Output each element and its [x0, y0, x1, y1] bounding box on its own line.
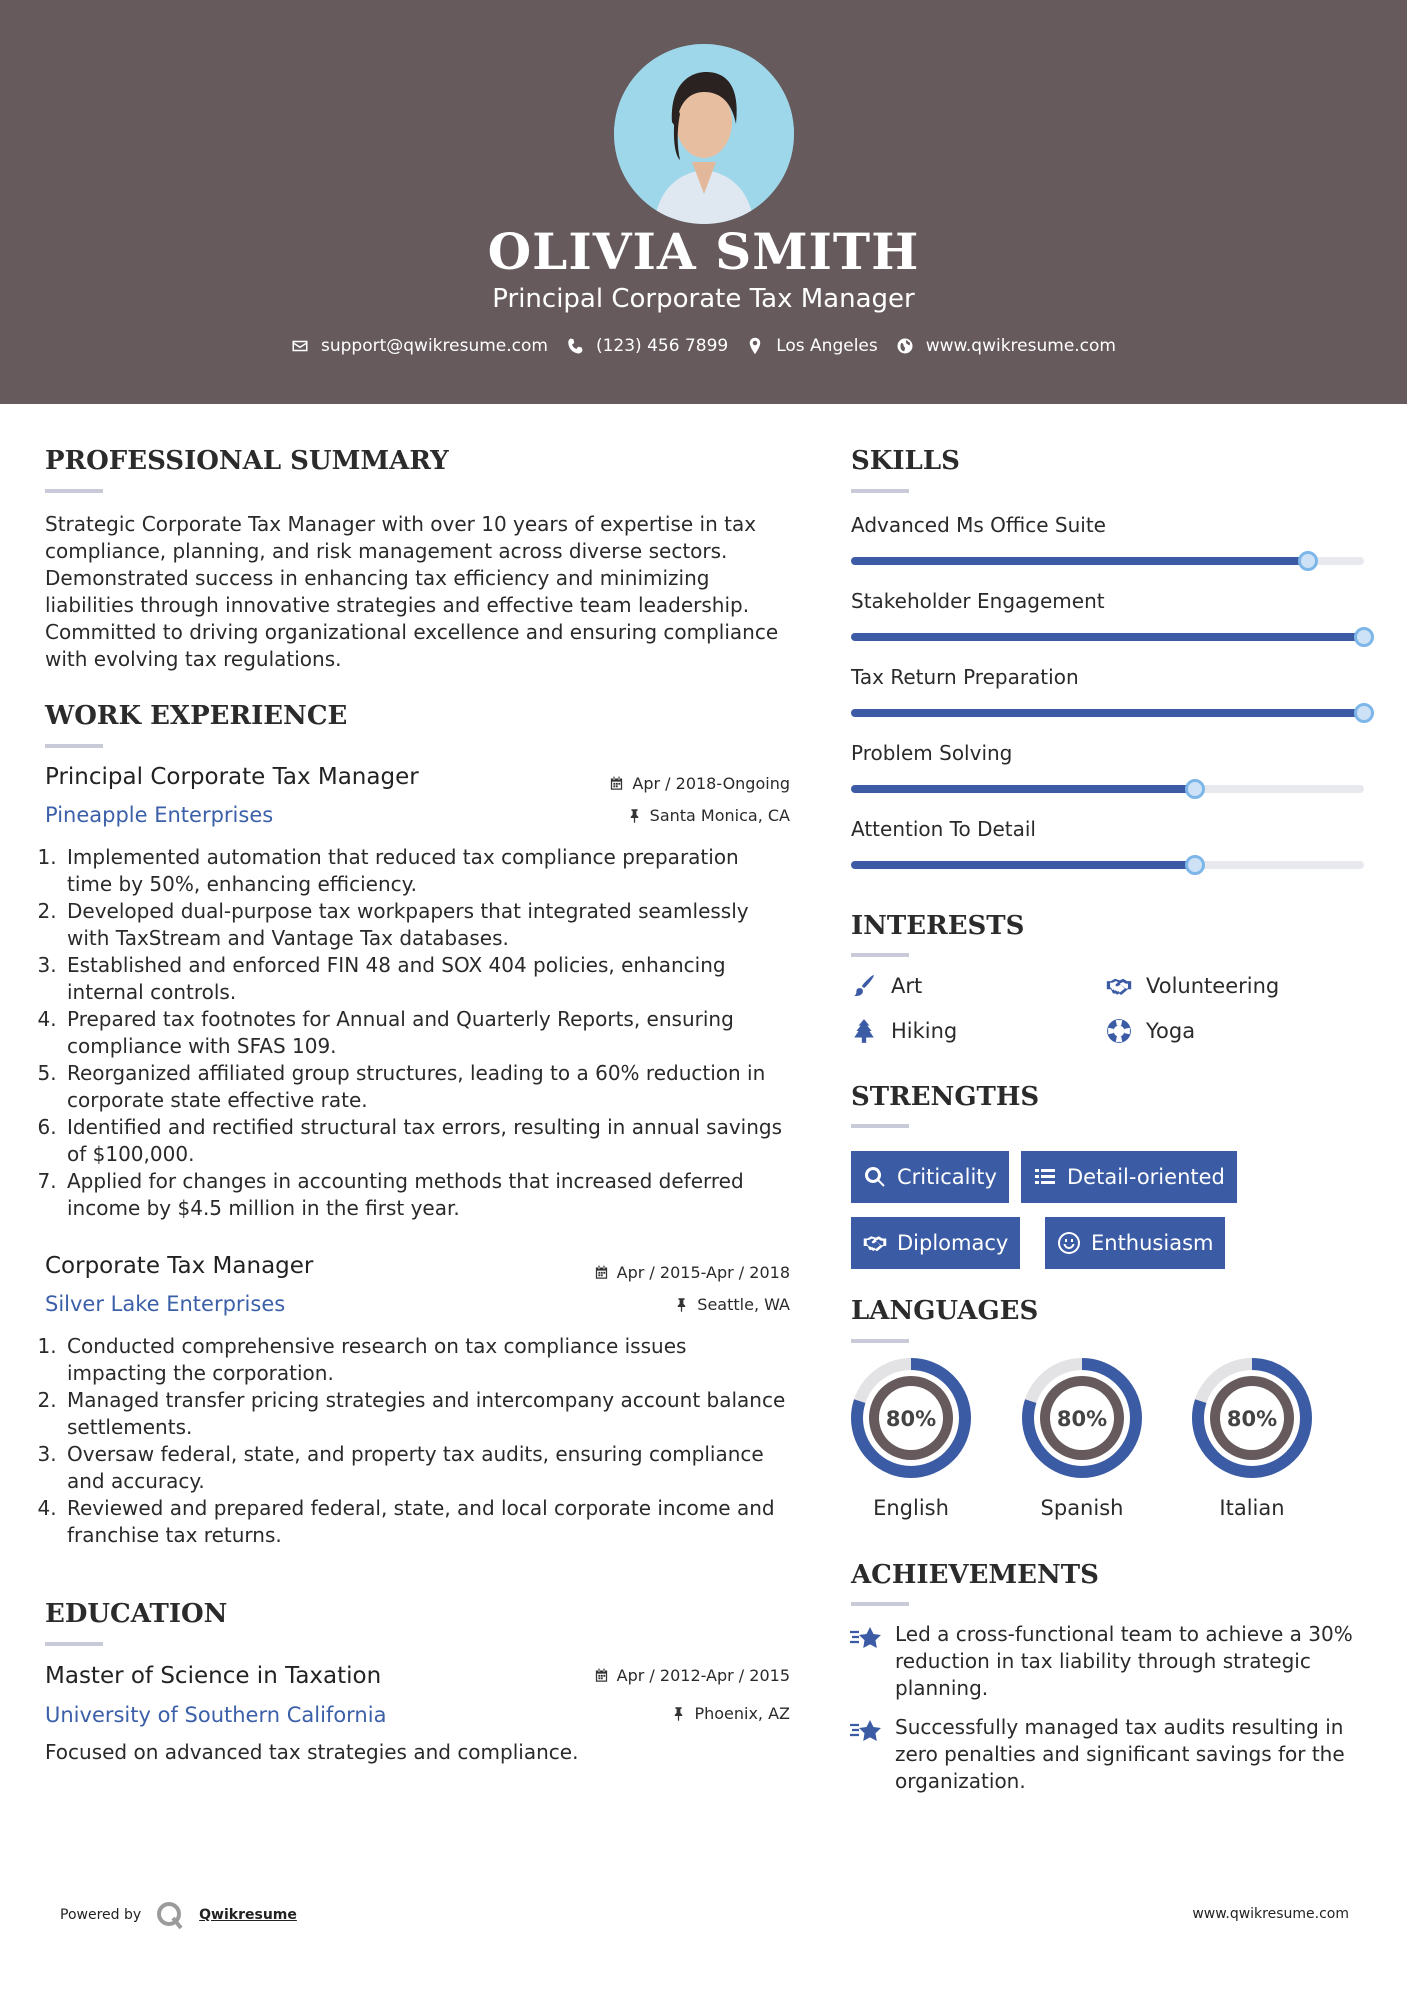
strength-badge-enthusiasm: [1045, 1217, 1225, 1269]
education-dates-text: Apr / 2012-Apr / 2015: [616, 1666, 790, 1685]
language-label: English: [873, 1496, 949, 1520]
skill-level-knob: [1298, 551, 1318, 571]
summary-heading: PROFESSIONAL SUMMARY: [45, 446, 449, 476]
language-progress-ring: [1190, 1356, 1314, 1480]
list-item: 7. Applied for changes in accounting methods that increased deferred income by $4.5 million in the first year.: [63, 1168, 790, 1222]
map-marker-icon: [746, 337, 764, 355]
skill-bar-track: [851, 557, 1364, 565]
interests-divider: [851, 953, 909, 957]
job-company: Silver Lake Enterprises: [45, 1292, 286, 1316]
education-divider: [45, 1642, 103, 1646]
language-item: [1190, 1356, 1314, 1520]
strength-label: Detail-oriented: [1067, 1165, 1225, 1189]
contact-phone[interactable]: [566, 336, 728, 356]
shooting-star-icon: [849, 1624, 883, 1654]
education-dates: [540, 1666, 790, 1685]
person-portrait-icon: [614, 44, 794, 224]
globe-icon: [896, 337, 914, 355]
envelope-icon: [291, 337, 309, 355]
skill-level-knob: [1354, 703, 1374, 723]
skill-level-knob: [1185, 779, 1205, 799]
pushpin-icon: [671, 1706, 686, 1721]
list-item: 5. Reorganized affiliated group structures, leading to a 60% reduction in corporate state effective rate.: [63, 1060, 790, 1114]
list-item: 6. Identified and rectified structural tax errors, resulting in annual savings of $100,000.: [63, 1114, 790, 1168]
contact-bar: [0, 336, 1407, 356]
lifebuoy-icon: [1106, 1018, 1132, 1044]
strength-badge-criticality: [851, 1151, 1009, 1203]
strength-label: Criticality: [897, 1165, 997, 1189]
calendar-icon: [594, 1265, 609, 1280]
skill-bar-track: [851, 785, 1364, 793]
skill-bar-fill: [851, 861, 1195, 869]
interest-art: [851, 973, 922, 999]
list-item: 4. Reviewed and prepared federal, state, and local corporate income and franchise tax returns.: [63, 1495, 790, 1549]
achievements-divider: [851, 1602, 909, 1606]
skill-bar-track: [851, 633, 1364, 641]
job-dates: [540, 1263, 790, 1282]
interest-yoga: [1106, 1018, 1195, 1044]
languages-divider: [851, 1339, 909, 1343]
interest-label: Volunteering: [1146, 974, 1280, 998]
list-item: 3. Oversaw federal, state, and property tax audits, ensuring compliance and accuracy.: [63, 1441, 790, 1495]
candidate-title: Principal Corporate Tax Manager: [492, 284, 915, 314]
calendar-icon: [609, 776, 624, 791]
skill-name: Problem Solving: [851, 741, 1013, 765]
contact-website[interactable]: [896, 336, 1116, 356]
skill-bar-fill: [851, 709, 1364, 717]
skill-name: Tax Return Preparation: [851, 665, 1079, 689]
list-item: 1. Implemented automation that reduced tax compliance preparation time by 50%, enhancing efficiency.: [63, 844, 790, 898]
list-item: 2. Developed dual-purpose tax workpapers that integrated seamlessly with TaxStream and Vantage Tax databases.: [63, 898, 790, 952]
skill-name: Stakeholder Engagement: [851, 589, 1105, 613]
list-icon: [1033, 1165, 1057, 1189]
achievements-heading: ACHIEVEMENTS: [851, 1560, 1099, 1590]
summary-text: Strategic Corporate Tax Manager with over 10 years of expertise in tax compliance, planning, and risk management across diverse sectors. Demonstrated success in enhancing tax efficiency and minimizing liabilities through innovative strategies and effective team leadership. Committed to driving organizational excellence and ensuring compliance with evolving tax regulations.: [45, 512, 779, 671]
experience-divider: [45, 744, 103, 748]
skill-bar-fill: [851, 633, 1364, 641]
languages-heading: LANGUAGES: [851, 1296, 1039, 1326]
job-responsibilities: [45, 1333, 790, 1549]
list-item: 4. Prepared tax footnotes for Annual and Quarterly Reports, ensuring compliance with SFAS 109.: [63, 1006, 790, 1060]
strength-badge-detail-oriented: [1021, 1151, 1237, 1203]
job-company: Pineapple Enterprises: [45, 803, 274, 827]
job-dates-text: Apr / 2015-Apr / 2018: [616, 1263, 790, 1282]
list-item: 1. Conducted comprehensive research on tax compliance issues impacting the corporation.: [63, 1333, 790, 1387]
job-title: Corporate Tax Manager: [45, 1253, 314, 1279]
list-item: 2. Managed transfer pricing strategies and intercompany account balance settlements.: [63, 1387, 790, 1441]
handshake-icon: [1106, 973, 1132, 999]
qwikresume-logo-icon: [155, 1900, 185, 1930]
candidate-name: OLIVIA SMITH: [487, 222, 920, 281]
language-progress-ring: [849, 1356, 973, 1480]
footer-powered-by: [60, 1900, 297, 1930]
interest-hiking: [851, 1018, 957, 1044]
strengths-divider: [851, 1124, 909, 1128]
contact-email[interactable]: [291, 336, 548, 356]
paintbrush-icon: [851, 973, 877, 999]
job-location-text: Santa Monica, CA: [649, 806, 790, 825]
skill-name: Attention To Detail: [851, 817, 1036, 841]
language-progress-ring: [1020, 1356, 1144, 1480]
skill-bar-fill: [851, 557, 1308, 565]
brand-link[interactable]: Qwikresume: [199, 1907, 297, 1923]
profile-photo: [614, 44, 794, 224]
language-label: Spanish: [1040, 1496, 1124, 1520]
summary-divider: [45, 489, 103, 493]
language-percent: 80%: [885, 1407, 937, 1431]
contact-location: [746, 336, 878, 356]
footer-url[interactable]: www.qwikresume.com: [1192, 1906, 1349, 1922]
experience-heading: WORK EXPERIENCE: [45, 701, 348, 731]
contact-website-text: www.qwikresume.com: [925, 336, 1116, 356]
smile-icon: [1057, 1231, 1081, 1255]
interest-label: Yoga: [1146, 1019, 1196, 1043]
job-location-text: Seattle, WA: [697, 1295, 790, 1314]
tree-icon: [851, 1018, 877, 1044]
education-heading: EDUCATION: [45, 1599, 228, 1629]
interest-volunteering: [1106, 973, 1279, 999]
job-dates-text: Apr / 2018-Ongoing: [632, 774, 790, 793]
list-item: 3. Established and enforced FIN 48 and SOX 404 policies, enhancing internal controls.: [63, 952, 790, 1006]
interest-label: Art: [891, 974, 923, 998]
skills-divider: [851, 489, 909, 493]
strength-badge-diplomacy: [851, 1217, 1020, 1269]
achievement-item: Led a cross-functional team to achieve a 30% reduction in tax liability through strategic planning.: [895, 1622, 1353, 1700]
language-percent: 80%: [1226, 1407, 1278, 1431]
powered-by-text: Powered by: [60, 1907, 142, 1923]
pushpin-icon: [627, 808, 642, 823]
education-location-text: Phoenix, AZ: [694, 1704, 790, 1723]
skill-bar-track: [851, 861, 1364, 869]
job-location: [540, 1295, 790, 1314]
phone-icon: [566, 337, 584, 355]
handshake-icon: [863, 1231, 887, 1255]
degree-title: Master of Science in Taxation: [45, 1663, 382, 1689]
job-dates: [540, 774, 790, 793]
skill-name: Advanced Ms Office Suite: [851, 513, 1106, 537]
contact-location-text: Los Angeles: [776, 336, 878, 356]
strength-label: Enthusiasm: [1091, 1231, 1214, 1255]
pushpin-icon: [674, 1297, 689, 1312]
shooting-star-icon: [849, 1717, 883, 1747]
language-label: Italian: [1219, 1496, 1285, 1520]
strengths-heading: STRENGTHS: [851, 1082, 1040, 1112]
resume-header: [0, 0, 1407, 404]
achievement-item: Successfully managed tax audits resulting in zero penalties and significant savings for the organization.: [895, 1715, 1345, 1793]
skill-level-knob: [1354, 627, 1374, 647]
education-location: [540, 1704, 790, 1723]
interests-heading: INTERESTS: [851, 911, 1025, 941]
language-item: [1020, 1356, 1144, 1520]
strength-label: Diplomacy: [897, 1231, 1009, 1255]
skill-bar-track: [851, 709, 1364, 717]
contact-phone-text: (123) 456 7899: [595, 336, 729, 356]
job-responsibilities: [45, 844, 790, 1222]
job-title: Principal Corporate Tax Manager: [45, 764, 419, 790]
skill-level-knob: [1185, 855, 1205, 875]
interest-label: Hiking: [891, 1019, 958, 1043]
school-name: University of Southern California: [45, 1703, 387, 1727]
job-location: [540, 806, 790, 825]
calendar-icon: [594, 1668, 609, 1683]
contact-email-text: support@qwikresume.com: [321, 336, 548, 356]
search-icon: [863, 1165, 887, 1189]
language-percent: 80%: [1056, 1407, 1108, 1431]
skills-heading: SKILLS: [851, 446, 960, 476]
skill-bar-fill: [851, 785, 1195, 793]
language-item: [849, 1356, 973, 1520]
education-description: Focused on advanced tax strategies and compliance.: [45, 1740, 579, 1764]
